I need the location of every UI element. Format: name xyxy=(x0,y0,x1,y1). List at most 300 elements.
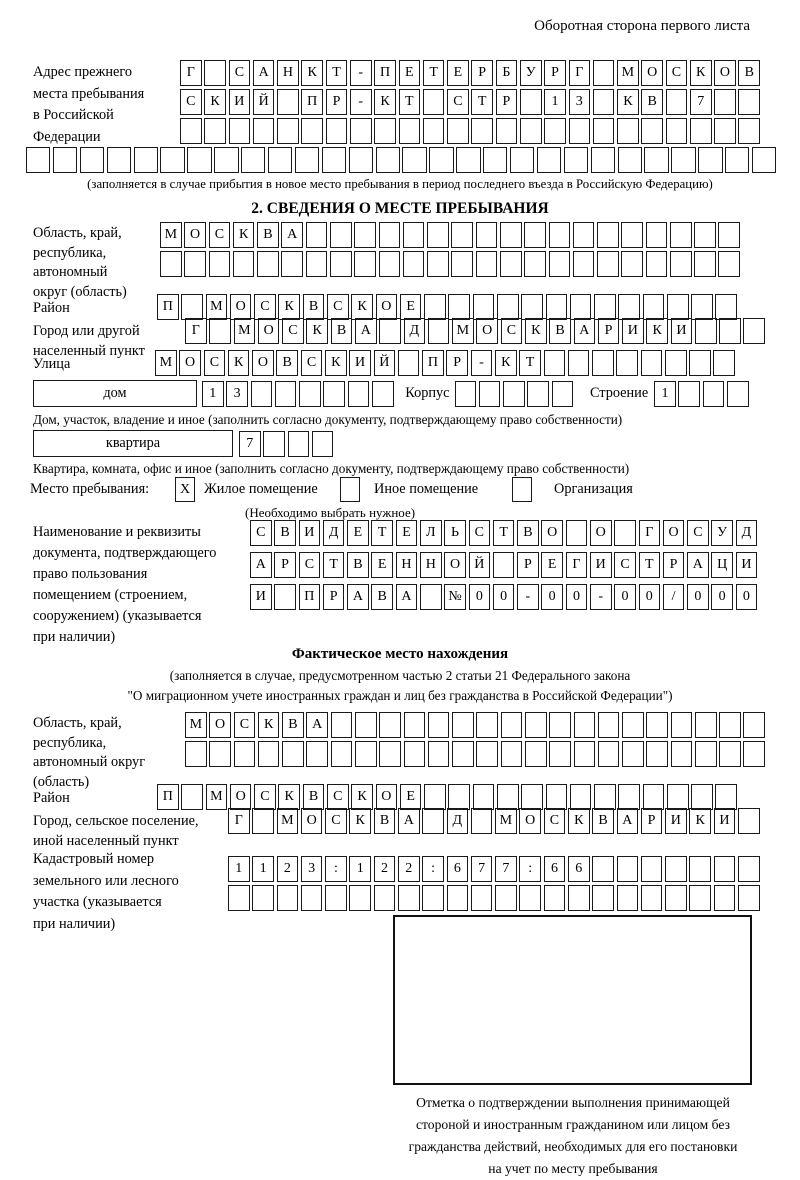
form-cell xyxy=(473,784,495,810)
form-cell: И xyxy=(229,89,251,115)
text-line: автономный xyxy=(33,264,108,280)
form-cell xyxy=(448,784,470,810)
form-cell xyxy=(275,381,297,407)
form-cell: Д xyxy=(323,520,345,546)
form-cell: С xyxy=(501,318,523,344)
form-cell xyxy=(160,251,182,277)
form-cell: С xyxy=(469,520,491,546)
form-cell xyxy=(455,381,477,407)
form-cell xyxy=(301,118,323,144)
form-cell: П xyxy=(301,89,323,115)
form-cell xyxy=(665,856,687,882)
note-house: Дом, участок, владение и иное (заполнить согласно документу, подтверждающему право собственности) xyxy=(33,412,623,427)
form-cell: 0 xyxy=(736,584,758,610)
form-cell: 2 xyxy=(374,856,396,882)
form-cell xyxy=(568,350,590,376)
checkbox-zhiloe-pomeshchenie xyxy=(175,477,198,502)
form-cell: Ц xyxy=(711,552,733,578)
stamp-caption xyxy=(368,1092,778,1180)
grid-stroenie xyxy=(654,381,751,407)
form-cell xyxy=(281,251,303,277)
form-cell: Р xyxy=(446,350,468,376)
form-cell xyxy=(234,741,256,767)
form-cell xyxy=(496,118,518,144)
label-prev-address xyxy=(33,62,144,148)
form-cell xyxy=(715,784,737,810)
form-cell xyxy=(428,712,450,738)
form-cell xyxy=(568,885,590,911)
apartment-row xyxy=(33,430,336,457)
grid-actual-district-row xyxy=(157,784,740,810)
form-cell: С xyxy=(204,350,226,376)
form-cell: К xyxy=(306,318,328,344)
form-cell xyxy=(180,118,202,144)
text-line: (область) xyxy=(33,773,90,790)
grid-cadastral-row2 xyxy=(228,885,762,911)
form-cell xyxy=(591,147,615,173)
grid-korpus xyxy=(455,381,576,407)
label-actual-city xyxy=(33,811,199,851)
form-cell xyxy=(617,118,639,144)
form-cell xyxy=(618,294,640,320)
form-cell xyxy=(594,784,616,810)
form-cell: Д xyxy=(736,520,758,546)
form-cell xyxy=(398,885,420,911)
form-cell xyxy=(695,712,717,738)
form-cell: М xyxy=(206,784,228,810)
form-cell xyxy=(689,856,711,882)
form-cell xyxy=(549,741,571,767)
form-cell xyxy=(569,118,591,144)
form-cell: М xyxy=(234,318,256,344)
form-cell xyxy=(404,712,426,738)
form-cell xyxy=(703,381,725,407)
form-cell: 1 xyxy=(349,856,371,882)
form-cell: О xyxy=(444,552,466,578)
form-cell xyxy=(473,294,495,320)
form-cell xyxy=(379,222,401,248)
form-cell: Т xyxy=(519,350,541,376)
form-cell xyxy=(527,381,549,407)
form-cell xyxy=(451,251,473,277)
grid-actual-city-row xyxy=(228,808,762,834)
text-line: населенный пункт xyxy=(33,343,145,359)
form-cell xyxy=(181,784,203,810)
section2-title: 2. СВЕДЕНИЯ О МЕСТЕ ПРЕБЫВАНИЯ xyxy=(251,200,549,217)
form-cell xyxy=(325,885,347,911)
form-cell xyxy=(743,712,765,738)
text-line: Область, край, xyxy=(33,715,122,731)
form-cell: С xyxy=(544,808,566,834)
form-cell xyxy=(322,147,346,173)
form-cell xyxy=(525,712,547,738)
form-cell: Е xyxy=(400,784,422,810)
form-cell: И xyxy=(299,520,321,546)
form-cell xyxy=(501,712,523,738)
form-cell xyxy=(403,222,425,248)
form-cell: 0 xyxy=(639,584,661,610)
form-cell xyxy=(503,381,525,407)
form-cell: 1 xyxy=(252,856,274,882)
form-cell xyxy=(456,147,480,173)
form-cell: 6 xyxy=(568,856,590,882)
note-actual-2: "О миграционном учете иностранных граждан и лиц без гражданства в Российской Федерации") xyxy=(127,688,673,703)
form-cell xyxy=(738,89,760,115)
text-line: право пользования xyxy=(33,566,148,582)
form-cell xyxy=(277,89,299,115)
form-cell xyxy=(689,885,711,911)
grid-prev-address-row2 xyxy=(180,89,763,115)
form-cell: О xyxy=(376,784,398,810)
form-cell xyxy=(483,147,507,173)
form-cell xyxy=(428,318,450,344)
form-cell: П xyxy=(374,60,396,86)
form-cell: / xyxy=(663,584,685,610)
form-cell: Т xyxy=(471,89,493,115)
text-line: документа, подтверждающего xyxy=(33,545,217,561)
form-cell: Ь xyxy=(444,520,466,546)
form-cell: П xyxy=(157,784,179,810)
form-cell: С xyxy=(234,712,256,738)
form-cell xyxy=(521,294,543,320)
form-cell: М xyxy=(185,712,207,738)
form-cell: Р xyxy=(663,552,685,578)
form-cell xyxy=(719,741,741,767)
form-cell xyxy=(719,318,741,344)
form-cell xyxy=(282,741,304,767)
form-cell xyxy=(233,251,255,277)
grid-cadastral-row1 xyxy=(228,856,762,882)
form-cell: Т xyxy=(399,89,421,115)
form-cell xyxy=(570,784,592,810)
label-organizatsiya: Организация xyxy=(554,481,633,497)
form-cell xyxy=(618,147,642,173)
form-cell: М xyxy=(160,222,182,248)
form-cell: Г xyxy=(228,808,250,834)
form-cell: М xyxy=(277,808,299,834)
form-cell: А xyxy=(398,808,420,834)
text-line: округ (область) xyxy=(33,283,127,300)
grid-apartment xyxy=(239,431,336,457)
form-cell xyxy=(738,808,760,834)
text-line: гражданства действий, необходимых для его постановки xyxy=(408,1139,738,1154)
text-line: Наименование и реквизиты xyxy=(33,524,201,540)
form-cell: Г xyxy=(639,520,661,546)
form-cell: С xyxy=(325,808,347,834)
form-cell xyxy=(323,381,345,407)
grid-house-number xyxy=(202,381,396,407)
form-cell: С xyxy=(447,89,469,115)
form-cell: И xyxy=(590,552,612,578)
form-cell: 3 xyxy=(569,89,591,115)
form-cell: К xyxy=(278,784,300,810)
form-cell: С xyxy=(301,350,323,376)
grid-district-row xyxy=(157,294,740,320)
note-prev-address: (заполняется в случае прибытия в новое место пребывания в период последнего въезда в Российскую Федерацию) xyxy=(87,177,713,191)
form-cell xyxy=(691,784,713,810)
form-cell: Р xyxy=(323,584,345,610)
form-cell xyxy=(521,784,543,810)
form-cell: П xyxy=(157,294,179,320)
form-cell: Й xyxy=(374,350,396,376)
form-cell xyxy=(665,885,687,911)
grid-prev-address-row3 xyxy=(180,118,763,144)
form-cell: О xyxy=(179,350,201,376)
form-cell xyxy=(209,318,231,344)
form-cell xyxy=(546,294,568,320)
form-cell: О xyxy=(209,712,231,738)
form-cell: 1 xyxy=(202,381,224,407)
form-cell xyxy=(520,89,542,115)
form-cell: К xyxy=(690,60,712,86)
form-cell: К xyxy=(325,350,347,376)
form-cell xyxy=(512,477,532,502)
form-cell: Р xyxy=(326,89,348,115)
form-cell: Р xyxy=(598,318,620,344)
form-cell: В xyxy=(276,350,298,376)
form-cell xyxy=(597,222,619,248)
form-cell: Р xyxy=(641,808,663,834)
form-cell: В xyxy=(303,784,325,810)
form-cell xyxy=(204,60,226,86)
form-cell xyxy=(402,147,426,173)
apartment-box-label: квартира xyxy=(33,430,233,457)
form-cell: М xyxy=(495,808,517,834)
form-cell xyxy=(667,784,689,810)
form-cell xyxy=(476,251,498,277)
form-cell: О xyxy=(541,520,563,546)
form-cell: 7 xyxy=(239,431,261,457)
form-cell xyxy=(331,712,353,738)
form-cell xyxy=(666,89,688,115)
form-cell xyxy=(544,118,566,144)
form-cell xyxy=(691,294,713,320)
text-line: стороной и иностранным гражданином или лицом без xyxy=(416,1117,730,1132)
form-cell xyxy=(274,584,296,610)
form-cell xyxy=(427,251,449,277)
form-cell: О xyxy=(252,350,274,376)
form-cell xyxy=(306,222,328,248)
form-cell xyxy=(641,118,663,144)
form-cell: М xyxy=(452,318,474,344)
form-cell xyxy=(288,431,310,457)
form-cell xyxy=(398,350,420,376)
form-cell xyxy=(738,885,760,911)
form-cell xyxy=(107,147,131,173)
form-cell: С xyxy=(254,784,276,810)
form-cell xyxy=(592,856,614,882)
label-inoe-pomeshchenie: Иное помещение xyxy=(374,481,479,497)
label-stroenie: Строение xyxy=(589,385,649,401)
form-cell: К xyxy=(351,294,373,320)
form-cell xyxy=(268,147,292,173)
label-cadastral xyxy=(33,849,179,935)
form-cell xyxy=(694,222,716,248)
form-cell xyxy=(641,885,663,911)
form-cell xyxy=(618,784,640,810)
text-line: при наличии) xyxy=(33,629,116,645)
form-cell xyxy=(229,118,251,144)
form-cell xyxy=(301,885,323,911)
form-cell xyxy=(258,741,280,767)
form-cell xyxy=(641,856,663,882)
label-stay-type: Место пребывания: xyxy=(30,481,150,497)
form-cell xyxy=(330,222,352,248)
form-cell xyxy=(374,885,396,911)
form-cell xyxy=(621,222,643,248)
form-cell: А xyxy=(253,60,275,86)
form-cell xyxy=(181,294,203,320)
form-cell xyxy=(714,856,736,882)
text-line: в Российской xyxy=(33,107,114,123)
form-cell: С xyxy=(180,89,202,115)
form-cell: Е xyxy=(371,552,393,578)
form-cell xyxy=(277,118,299,144)
form-cell: А xyxy=(396,584,418,610)
form-cell: Е xyxy=(541,552,563,578)
form-cell xyxy=(187,147,211,173)
note-actual-1: (заполняется в случае, предусмотренном частью 2 статьи 21 Федерального закона xyxy=(169,668,631,683)
form-cell xyxy=(564,147,588,173)
form-cell xyxy=(160,147,184,173)
form-cell: О xyxy=(184,222,206,248)
label-region xyxy=(33,224,127,302)
form-cell: О xyxy=(590,520,612,546)
text-line: при наличии) xyxy=(33,915,116,932)
form-cell xyxy=(253,118,275,144)
form-cell: Б xyxy=(496,60,518,86)
form-cell xyxy=(727,381,749,407)
form-cell xyxy=(306,251,328,277)
form-cell xyxy=(501,741,523,767)
form-cell xyxy=(277,885,299,911)
form-cell xyxy=(725,147,749,173)
form-cell: К xyxy=(525,318,547,344)
form-cell xyxy=(500,251,522,277)
form-cell: С xyxy=(299,552,321,578)
form-cell: - xyxy=(471,350,493,376)
form-cell: О xyxy=(230,294,252,320)
form-cell xyxy=(422,885,444,911)
form-cell: В xyxy=(371,584,393,610)
form-cell xyxy=(574,741,596,767)
form-cell xyxy=(573,251,595,277)
form-cell xyxy=(376,147,400,173)
form-cell: Т xyxy=(323,552,345,578)
form-cell: И xyxy=(349,350,371,376)
grid-document-row3 xyxy=(250,584,760,610)
form-cell xyxy=(519,885,541,911)
form-cell xyxy=(570,294,592,320)
form-cell: К xyxy=(301,60,323,86)
text-line: Кадастровый номер xyxy=(33,851,155,867)
form-cell xyxy=(598,712,620,738)
form-cell: Л xyxy=(420,520,442,546)
form-cell: И xyxy=(714,808,736,834)
form-cell xyxy=(574,712,596,738)
form-cell: Т xyxy=(371,520,393,546)
form-cell: Е xyxy=(347,520,369,546)
form-cell xyxy=(690,118,712,144)
form-cell: К xyxy=(204,89,226,115)
form-cell: О xyxy=(519,808,541,834)
form-cell xyxy=(621,251,643,277)
label-district: Район xyxy=(33,300,70,316)
form-cell xyxy=(743,318,765,344)
form-cell xyxy=(667,294,689,320)
form-cell: Г xyxy=(566,552,588,578)
form-cell: В xyxy=(517,520,539,546)
form-cell xyxy=(354,222,376,248)
form-cell xyxy=(622,741,644,767)
form-cell xyxy=(593,89,615,115)
form-cell xyxy=(252,808,274,834)
text-line: Область, край, xyxy=(33,225,122,241)
form-cell xyxy=(566,520,588,546)
form-cell xyxy=(447,118,469,144)
form-cell xyxy=(616,350,638,376)
form-cell xyxy=(493,552,515,578)
form-cell xyxy=(299,381,321,407)
form-cell xyxy=(537,147,561,173)
stay-type-row xyxy=(30,477,690,503)
form-cell xyxy=(678,381,700,407)
form-cell: : xyxy=(422,856,444,882)
form-cell: С xyxy=(254,294,276,320)
form-cell: К xyxy=(617,89,639,115)
form-cell xyxy=(694,251,716,277)
form-cell: И xyxy=(622,318,644,344)
form-cell xyxy=(738,118,760,144)
form-cell: В xyxy=(641,89,663,115)
form-cell xyxy=(471,808,493,834)
form-cell xyxy=(671,741,693,767)
form-cell: А xyxy=(355,318,377,344)
form-cell xyxy=(452,741,474,767)
form-cell: Т xyxy=(423,60,445,86)
form-cell: - xyxy=(350,89,372,115)
form-cell xyxy=(614,520,636,546)
form-cell: М xyxy=(155,350,177,376)
form-cell xyxy=(471,885,493,911)
form-cell xyxy=(448,294,470,320)
form-cell xyxy=(617,856,639,882)
form-cell xyxy=(671,147,695,173)
form-cell: В xyxy=(282,712,304,738)
form-cell: Н xyxy=(277,60,299,86)
grid-prev-address-row4 xyxy=(26,147,779,173)
form-cell xyxy=(241,147,265,173)
form-cell: 6 xyxy=(544,856,566,882)
form-cell: А xyxy=(617,808,639,834)
form-cell xyxy=(451,222,473,248)
form-cell xyxy=(427,222,449,248)
form-cell xyxy=(714,885,736,911)
form-cell: С xyxy=(327,784,349,810)
form-cell: У xyxy=(711,520,733,546)
form-cell: 0 xyxy=(711,584,733,610)
form-cell: К xyxy=(228,350,250,376)
form-cell xyxy=(306,741,328,767)
form-cell: К xyxy=(374,89,396,115)
form-cell xyxy=(714,89,736,115)
form-cell: К xyxy=(233,222,255,248)
form-cell: В xyxy=(347,552,369,578)
form-cell: О xyxy=(663,520,685,546)
house-row xyxy=(33,380,751,407)
form-cell: И xyxy=(671,318,693,344)
text-line: Город, сельское поселение, xyxy=(33,813,199,829)
